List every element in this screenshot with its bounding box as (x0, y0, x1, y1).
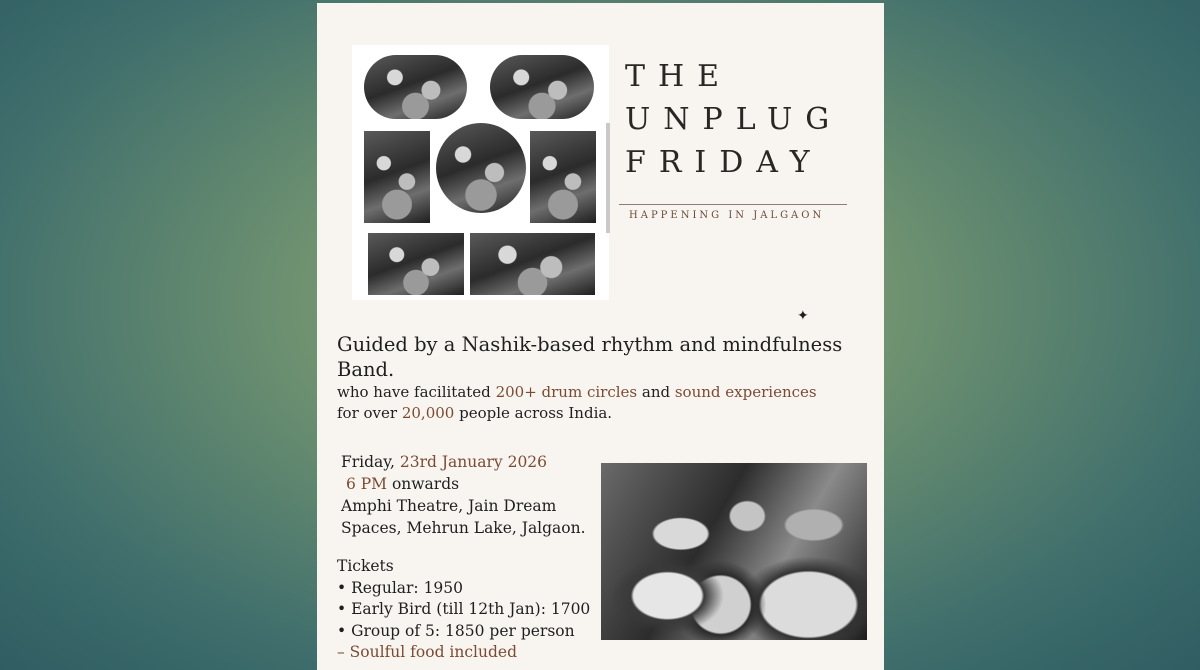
title-divider (619, 204, 847, 205)
intro-line-2-end: people across India. (454, 404, 613, 422)
ticket-group: • Group of 5: 1850 per person (337, 621, 575, 640)
collage-photo-hands-circle (436, 123, 526, 213)
event-time-value: 6 PM (345, 475, 388, 493)
title-line-3: FRIDAY (625, 145, 823, 180)
drum-hands-photo (601, 463, 867, 640)
intro-line-1-text: who have facilitated (337, 383, 496, 401)
event-time-suffix: onwards (387, 475, 460, 493)
event-venue-line-1: Amphi Theatre, Jain Dream (341, 497, 557, 515)
tagline: HAPPENING IN JALGAON (629, 210, 825, 221)
intro-line-1 (337, 382, 857, 403)
collage-photo-group (490, 55, 594, 119)
event-details (341, 451, 611, 539)
collage-photo-drummer-right (530, 131, 596, 223)
people-count-highlight: 20,000 (401, 404, 455, 422)
title-line-1: THE (625, 59, 733, 94)
ticket-regular: • Regular: 1950 (337, 578, 464, 597)
intro-line-2-text: for over (337, 404, 402, 422)
sparkle-icon: ✦ (797, 308, 809, 324)
ticket-info (337, 556, 627, 664)
event-date (341, 451, 611, 473)
event-date-value: 23rd January 2026 (399, 453, 548, 471)
event-time (341, 473, 611, 495)
collage-photo-session (368, 233, 464, 295)
event-venue-line-2: Spaces, Mehrun Lake, Jalgaon. (341, 519, 586, 537)
poster-title (625, 55, 865, 184)
ticket-early-bird: • Early Bird (till 12th Jan): 1700 (337, 600, 591, 618)
collage-photo-drum-circle (364, 55, 467, 119)
drum-circles-highlight: 200+ drum circles (495, 383, 638, 401)
intro-line-1-mid: and (637, 383, 675, 401)
event-day: Friday, (341, 453, 400, 471)
intro-line-2 (337, 403, 857, 424)
sound-experiences-highlight: sound experiences (674, 383, 817, 401)
photo-collage (352, 45, 609, 300)
collage-photo-audience (470, 233, 595, 295)
intro-text (337, 332, 857, 424)
title-line-2: UNPLUG (625, 102, 843, 137)
collage-divider (606, 123, 610, 233)
intro-lead: Guided by a Nashik-based rhythm and mindfulness Band. (337, 333, 843, 381)
collage-photo-drummer-left (364, 131, 430, 223)
food-note: – Soulful food included (337, 643, 517, 661)
tickets-heading: Tickets (337, 557, 394, 575)
event-poster (317, 3, 884, 670)
